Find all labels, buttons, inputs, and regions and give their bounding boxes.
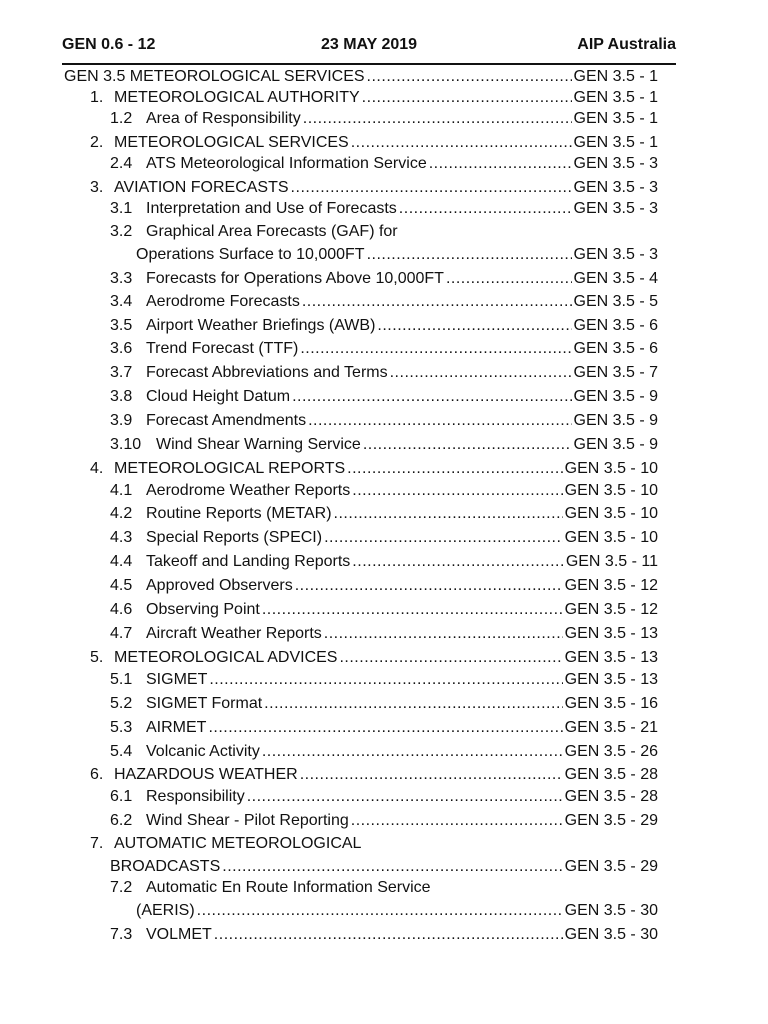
toc-entry-page: GEN 3.5 - 1 [573,134,658,151]
toc-entry-number: 7. [90,835,104,852]
toc-entry-number: 3.10 [110,436,142,453]
toc-entry-page: GEN 3.5 - 3 [573,155,658,172]
toc-entry [110,551,658,573]
toc-entry-number: 1.2 [110,110,133,127]
toc-entry-page: GEN 3.5 - 5 [573,293,658,310]
toc-entry [136,244,658,266]
toc-dot-leader [362,87,572,109]
toc-entry [110,291,658,313]
toc-dot-leader [399,198,572,220]
toc-entry-title: Trend Forecast (TTF) [146,340,299,357]
toc-entry [110,221,658,243]
toc-dot-leader [264,693,562,715]
toc-entry-page: GEN 3.5 - 30 [564,926,658,943]
toc-entry [110,434,658,456]
toc-entry-page: GEN 3.5 - 12 [564,601,658,618]
toc-entry-title: Observing Point [146,601,260,618]
toc-entry [110,810,658,832]
toc-entry-title: AIRMET [146,719,207,736]
toc-entry-page: GEN 3.5 - 7 [573,364,658,381]
toc-entry-number: 6.2 [110,812,133,829]
toc-entry-page: GEN 3.5 - 30 [564,902,658,919]
toc-dot-leader [222,856,562,878]
toc-entry-number: 5. [90,649,104,666]
toc-entry-number: 3.3 [110,270,133,287]
toc-entry-number: 6. [90,766,104,783]
toc-entry [110,669,658,691]
toc-entry-number: 5.3 [110,719,133,736]
toc-entry-number: 4.5 [110,577,133,594]
toc-entry [110,527,658,549]
toc-dot-leader [367,66,572,88]
toc-dot-leader [352,551,564,573]
toc-entry-title: GEN 3.5 METEOROLOGICAL SERVICES [64,68,365,85]
toc-entry [110,410,658,432]
toc-entry [90,764,658,786]
toc-entry-title: METEOROLOGICAL REPORTS [114,460,346,477]
toc-entry [110,268,658,290]
toc-entry-page: GEN 3.5 - 13 [564,625,658,642]
toc-entry [64,66,658,88]
header-page-number: GEN 0.6 - 12 [62,36,156,53]
toc-entry-title: Area of Responsibility [146,110,301,127]
toc-dot-leader [351,132,572,154]
toc-dot-leader [324,527,563,549]
toc-entry-page: GEN 3.5 - 1 [573,89,658,106]
toc-dot-leader [377,315,571,337]
toc-entry-number: 7.2 [110,879,133,896]
toc-entry-page: GEN 3.5 - 10 [564,482,658,499]
toc-dot-leader [292,386,571,408]
toc-dot-leader [324,623,563,645]
toc-entry-number: 5.2 [110,695,133,712]
toc-entry-title: Responsibility [146,788,245,805]
toc-entry [110,386,658,408]
toc-entry-title: Airport Weather Briefings (AWB) [146,317,376,334]
toc-entry-title: Graphical Area Forecasts (GAF) for [146,223,398,240]
toc-entry-number: 3.2 [110,223,133,240]
toc-entry-number: 4.7 [110,625,133,642]
toc-entry-title: Forecast Abbreviations and Terms [146,364,388,381]
toc-entry-title: SIGMET [146,671,208,688]
toc-dot-leader [262,741,563,763]
toc-entry-title: Forecast Amendments [146,412,307,429]
toc-dot-leader [295,575,563,597]
toc-entry-number: 2. [90,134,104,151]
toc-dot-leader [347,458,562,480]
toc-entry [90,647,658,669]
toc-entry-title: Volcanic Activity [146,743,260,760]
toc-entry-page: GEN 3.5 - 29 [564,812,658,829]
page-header [62,36,676,58]
toc-entry-title: SIGMET Format [146,695,263,712]
toc-entry-number: 5.1 [110,671,133,688]
toc-entry [110,480,658,502]
toc-entry [110,338,658,360]
toc-entry-page: GEN 3.5 - 10 [564,529,658,546]
toc-entry-title: Wind Shear Warning Service [156,436,361,453]
toc-entry-number: 4.4 [110,553,133,570]
toc-entry [110,693,658,715]
toc-entry-number: 2.4 [110,155,133,172]
toc-entry-title: Operations Surface to 10,000FT [136,246,365,263]
toc-entry [110,741,658,763]
toc-entry [110,315,658,337]
toc-entry-page: GEN 3.5 - 29 [564,858,658,875]
toc-entry-number: 4.2 [110,505,133,522]
toc-entry-title: AVIATION FORECASTS [114,179,289,196]
toc-entry [110,575,658,597]
toc-entry-title: METEOROLOGICAL SERVICES [114,134,349,151]
toc-entry-number: 7.3 [110,926,133,943]
toc-entry-page: GEN 3.5 - 6 [573,340,658,357]
toc-entry [90,177,658,199]
toc-entry-page: GEN 3.5 - 13 [564,671,658,688]
toc-entry-number: 4.1 [110,482,133,499]
toc-entry-page: GEN 3.5 - 10 [564,505,658,522]
toc-entry [90,458,658,480]
toc-entry-title: Cloud Height Datum [146,388,291,405]
toc-entry-number: 3.6 [110,340,133,357]
toc-dot-leader [300,764,563,786]
toc-entry [110,924,658,946]
toc-entry-page: GEN 3.5 - 26 [564,743,658,760]
toc-entry-title: ATS Meteorological Information Service [146,155,427,172]
toc-entry-number: 3.1 [110,200,133,217]
toc-dot-leader [300,338,571,360]
toc-entry [110,503,658,525]
toc-dot-leader [367,244,572,266]
toc-entry-title: METEOROLOGICAL AUTHORITY [114,89,360,106]
toc-entry-number: 6.1 [110,788,133,805]
toc-entry-title: AUTOMATIC METEOROLOGICAL [114,835,362,852]
toc-entry-number: 4. [90,460,104,477]
toc-entry-page: GEN 3.5 - 4 [573,270,658,287]
toc-entry [136,900,658,922]
toc-entry-title: METEOROLOGICAL ADVICES [114,649,338,666]
toc-entry [110,786,658,808]
toc-entry [110,856,658,878]
toc-entry-number: 3. [90,179,104,196]
toc-entry-page: GEN 3.5 - 21 [564,719,658,736]
toc-entry-number: 4.3 [110,529,133,546]
toc-entry-title: BROADCASTS [110,858,221,875]
toc-entry-page: GEN 3.5 - 28 [564,766,658,783]
toc-entry-page: GEN 3.5 - 9 [573,436,658,453]
toc-entry [110,717,658,739]
toc-entry [90,87,658,109]
header-date: 23 MAY 2019 [320,36,418,53]
toc-dot-leader [209,669,562,691]
toc-entry-page: GEN 3.5 - 11 [565,553,658,570]
toc-entry-title: Automatic En Route Information Service [146,879,431,896]
toc-entry-number: 4.6 [110,601,133,618]
toc-dot-leader [339,647,562,669]
toc-entry [90,132,658,154]
header-rule [62,63,676,65]
toc-entry-page: GEN 3.5 - 16 [564,695,658,712]
toc-entry-page: GEN 3.5 - 1 [573,68,658,85]
header-publication: AIP Australia [577,36,676,53]
toc-dot-leader [446,268,572,290]
toc-entry [110,362,658,384]
toc-entry-title: Interpretation and Use of Forecasts [146,200,397,217]
toc-dot-leader [352,480,562,502]
toc-entry-title: (AERIS) [136,902,195,919]
toc-dot-leader [214,924,563,946]
toc-entry-number: 3.7 [110,364,133,381]
toc-dot-leader [247,786,563,808]
toc-entry-page: GEN 3.5 - 3 [573,246,658,263]
toc-entry-page: GEN 3.5 - 10 [564,460,658,477]
toc-entry-number: 3.4 [110,293,133,310]
toc-entry-number: 1. [90,89,104,106]
toc-entry-page: GEN 3.5 - 12 [564,577,658,594]
toc-entry-title: Takeoff and Landing Reports [146,553,351,570]
toc-dot-leader [291,177,572,199]
toc-entry-title: Forecasts for Operations Above 10,000FT [146,270,444,287]
toc-entry-page: GEN 3.5 - 9 [573,388,658,405]
toc-entry-title: Aerodrome Forecasts [146,293,300,310]
toc-dot-leader [363,434,572,456]
toc-entry [110,623,658,645]
toc-entry-number: 3.5 [110,317,133,334]
toc-dot-leader [303,108,572,130]
toc-entry-page: GEN 3.5 - 9 [573,412,658,429]
toc-dot-leader [262,599,563,621]
toc-entry [110,877,658,899]
toc-entry-title: Approved Observers [146,577,293,594]
toc-dot-leader [351,810,563,832]
toc-entry [90,833,658,855]
toc-entry-page: GEN 3.5 - 6 [573,317,658,334]
toc-dot-leader [197,900,563,922]
toc-entry [110,198,658,220]
toc-entry [110,108,658,130]
toc-entry-number: 5.4 [110,743,133,760]
toc-entry-number: 3.8 [110,388,133,405]
toc-dot-leader [302,291,572,313]
toc-dot-leader [429,153,572,175]
toc-dot-leader [308,410,571,432]
toc-dot-leader [208,717,562,739]
toc-entry-title: Aerodrome Weather Reports [146,482,351,499]
toc-entry [110,599,658,621]
toc-entry-title: Wind Shear - Pilot Reporting [146,812,349,829]
toc-entry-title: Aircraft Weather Reports [146,625,322,642]
toc-entry-title: VOLMET [146,926,212,943]
toc-entry-page: GEN 3.5 - 13 [564,649,658,666]
toc-entry-title: Routine Reports (METAR) [146,505,332,522]
toc-entry-page: GEN 3.5 - 3 [573,200,658,217]
toc-entry-page: GEN 3.5 - 1 [573,110,658,127]
toc-entry-number: 3.9 [110,412,133,429]
toc-entry-page: GEN 3.5 - 28 [564,788,658,805]
toc-dot-leader [390,362,572,384]
toc-entry [110,153,658,175]
toc-entry-title: HAZARDOUS WEATHER [114,766,298,783]
toc-entry-page: GEN 3.5 - 3 [573,179,658,196]
toc-dot-leader [334,503,563,525]
toc-entry-title: Special Reports (SPECI) [146,529,323,546]
